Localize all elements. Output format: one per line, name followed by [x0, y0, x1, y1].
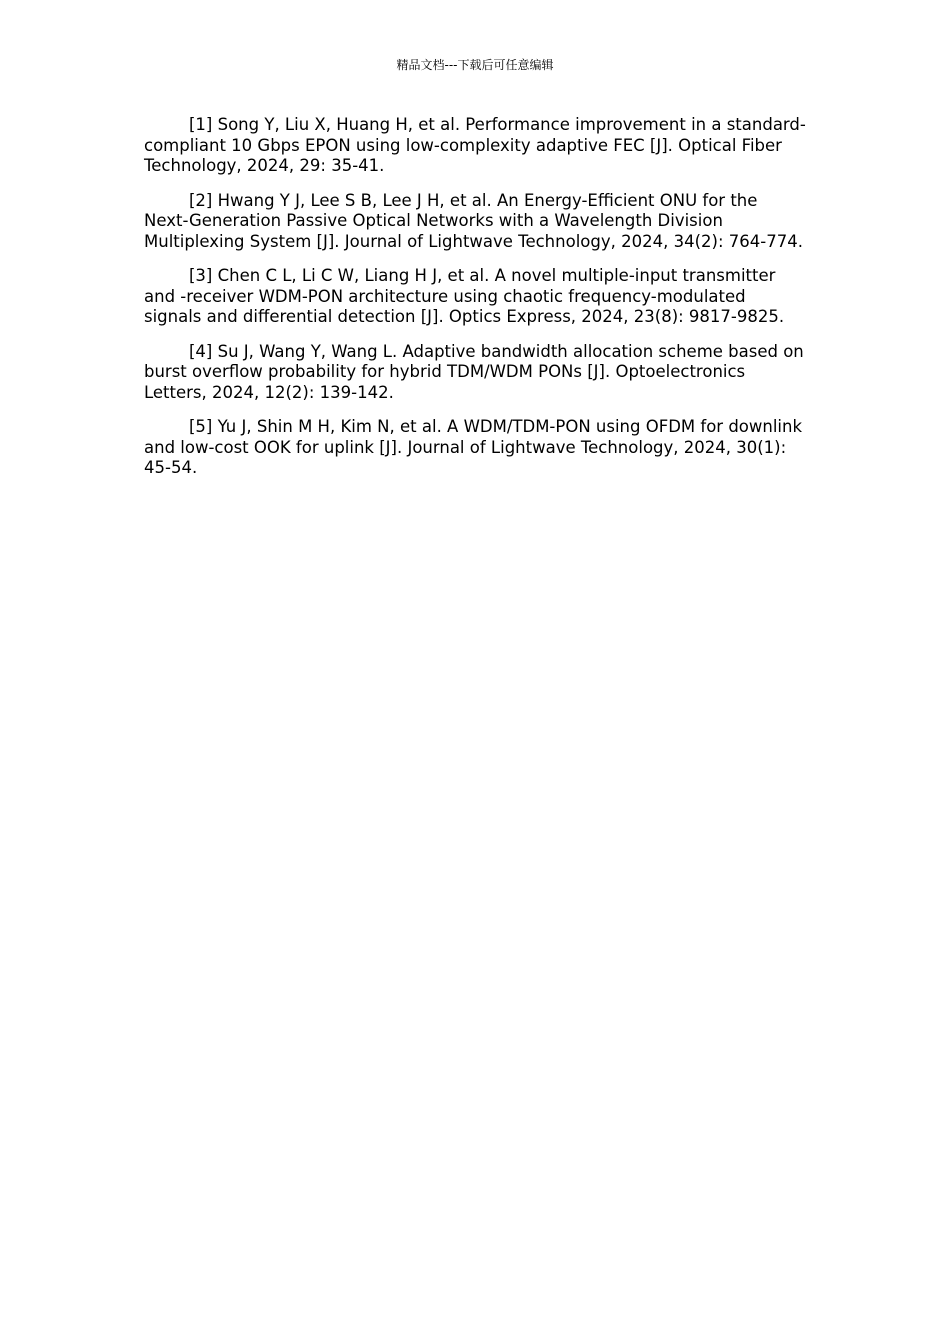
- page-header: 精品文档---下载后可任意编辑: [396, 58, 554, 72]
- reference-item-4: [4] Su J, Wang Y, Wang L. Adaptive bandwidth allocation scheme based on burst overflow probability for hybrid TDM/WDM PONs [J]. Optoelectronics Letters, 2024, 12(2): 139-142.: [144, 341, 804, 402]
- reference-list: [144, 115, 806, 493]
- reference-item-5: [5] Yu J, Shin M H, Kim N, et al. A WDM/TDM-PON using OFDM for downlink and low-cost OOK for uplink [J]. Journal of Lightwave Technology, 2024, 30(1): 45-54.: [144, 417, 803, 477]
- reference-item-3: [3] Chen C L, Li C W, Liang H J, et al. A novel multiple-input transmitter and -receiver WDM-PON architecture using chaotic frequency-modulated signals and differential detection [J]. Optics Express, 2024, 23(8): 9817-9825.: [144, 266, 785, 326]
- reference-item-1: [1] Song Y, Liu X, Huang H, et al. Performance improvement in a standard-compliant 10 Gbps EPON using low-complexity adaptive FEC [J]. Optical Fiber Technology, 2024, 29: 35-41.: [144, 115, 806, 175]
- reference-item-2: [2] Hwang Y J, Lee S B, Lee J H, et al. An Energy-Efficient ONU for the Next-Generation Passive Optical Networks with a Wavelength Division Multiplexing System [J]. Journal of Lightwave Technology, 2024, 34(2): 764-774.: [144, 190, 803, 251]
